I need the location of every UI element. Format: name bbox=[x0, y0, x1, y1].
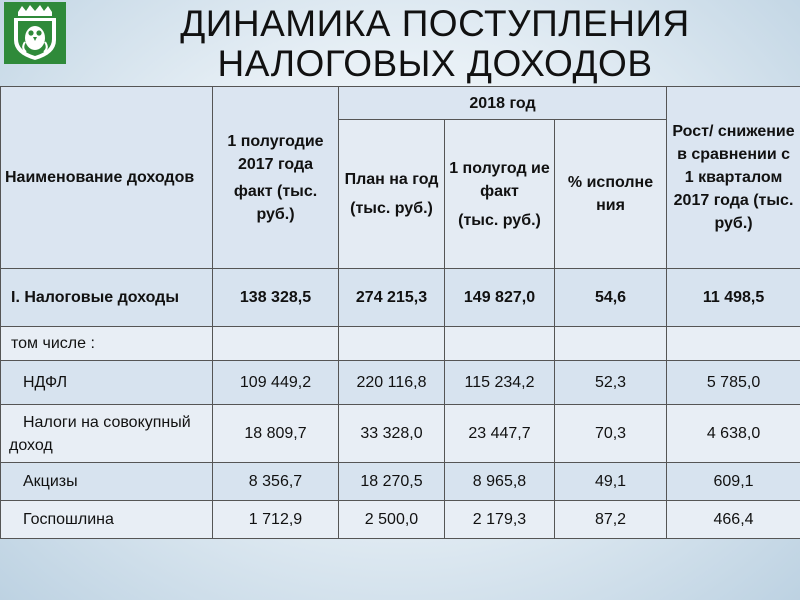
cell-growth: 11 498,5 bbox=[667, 269, 800, 327]
table-row bbox=[1, 501, 800, 539]
cell-fact: 149 827,0 bbox=[445, 269, 555, 327]
cell-growth: 4 638,0 bbox=[667, 405, 800, 463]
tax-revenue-table bbox=[0, 86, 800, 539]
cell-growth: 466,4 bbox=[667, 501, 800, 539]
row-name: НДФЛ bbox=[1, 361, 213, 405]
cell-growth: 609,1 bbox=[667, 463, 800, 501]
coat-of-arms-icon bbox=[4, 2, 66, 64]
cell-plan: 220 116,8 bbox=[339, 361, 445, 405]
cell-pct bbox=[555, 327, 667, 361]
header-fact-label: 1 полугод ие факт bbox=[449, 159, 550, 200]
title-line-1: ДИНАМИКА ПОСТУПЛЕНИЯ bbox=[180, 3, 690, 44]
cell-fact: 23 447,7 bbox=[445, 405, 555, 463]
row-name: Акцизы bbox=[1, 463, 213, 501]
cell-growth bbox=[667, 327, 800, 361]
cell-2017: 138 328,5 bbox=[213, 269, 339, 327]
header-pct: % исполне ния bbox=[555, 120, 667, 269]
cell-fact bbox=[445, 327, 555, 361]
row-name: Госпошлина bbox=[1, 501, 213, 539]
header-fact-unit: (тыс. руб.) bbox=[458, 211, 541, 229]
cell-growth: 5 785,0 bbox=[667, 361, 800, 405]
cell-2017: 1 712,9 bbox=[213, 501, 339, 539]
table-row bbox=[1, 463, 800, 501]
cell-pct: 87,2 bbox=[555, 501, 667, 539]
cell-pct: 54,6 bbox=[555, 269, 667, 327]
cell-pct: 52,3 bbox=[555, 361, 667, 405]
header-fact bbox=[445, 120, 555, 269]
row-name: I. Налоговые доходы bbox=[1, 269, 213, 327]
table-row bbox=[1, 269, 800, 327]
cell-fact: 2 179,3 bbox=[445, 501, 555, 539]
cell-fact: 8 965,8 bbox=[445, 463, 555, 501]
cell-2017: 8 356,7 bbox=[213, 463, 339, 501]
title-line-2: НАЛОГОВЫХ ДОХОДОВ bbox=[217, 43, 653, 84]
table-row bbox=[1, 361, 800, 405]
table-row bbox=[1, 327, 800, 361]
header-plan-label: План на год bbox=[344, 171, 439, 188]
row-name-text: Налоги на совокупный доход bbox=[9, 413, 191, 454]
cell-2017 bbox=[213, 327, 339, 361]
row-name: том числе : bbox=[1, 327, 213, 361]
table-row bbox=[1, 405, 800, 463]
header-2017 bbox=[213, 87, 339, 269]
header-2018: 2018 год bbox=[339, 87, 667, 120]
cell-plan: 18 270,5 bbox=[339, 463, 445, 501]
cell-plan: 2 500,0 bbox=[339, 501, 445, 539]
cell-fact: 115 234,2 bbox=[445, 361, 555, 405]
cell-2017: 18 809,7 bbox=[213, 405, 339, 463]
row-name bbox=[1, 405, 213, 463]
header-plan-unit: (тыс. руб.) bbox=[350, 200, 433, 217]
header-name: Наименование доходов bbox=[1, 87, 213, 269]
cell-plan: 33 328,0 bbox=[339, 405, 445, 463]
cell-pct: 49,1 bbox=[555, 463, 667, 501]
header-growth: Рост/ снижение в сравнении с 1 кварталом 2017 года (тыс. руб.) bbox=[667, 87, 800, 269]
cell-plan: 274 215,3 bbox=[339, 269, 445, 327]
cell-pct: 70,3 bbox=[555, 405, 667, 463]
cell-2017: 109 449,2 bbox=[213, 361, 339, 405]
header-2017-period: 1 полугодие 2017 года bbox=[227, 132, 324, 173]
header-2017-unit: факт (тыс. руб.) bbox=[233, 182, 318, 223]
cell-plan bbox=[339, 327, 445, 361]
header-plan bbox=[339, 120, 445, 269]
page-title bbox=[70, 4, 800, 84]
